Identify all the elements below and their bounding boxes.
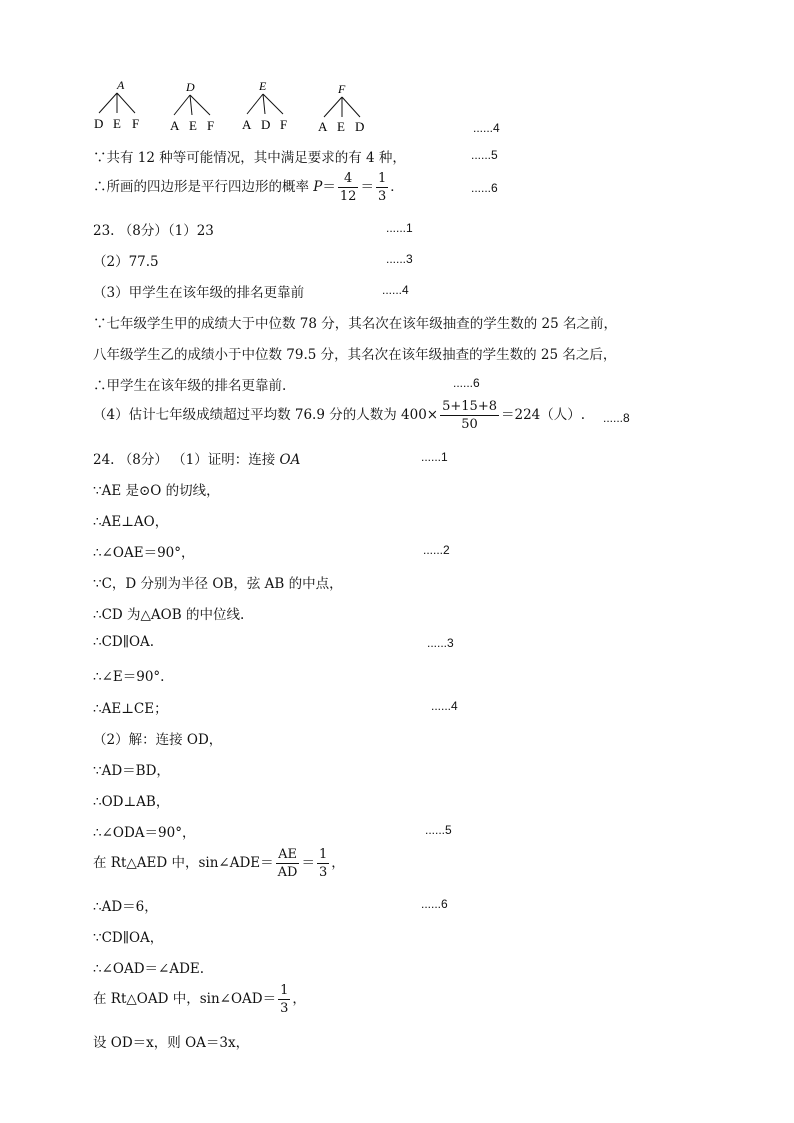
text-line: ∴∠E＝90°.	[93, 669, 165, 685]
equals: ＝	[360, 179, 374, 195]
tree-2-child-2: E	[189, 118, 197, 133]
denominator: 3	[318, 865, 328, 880]
fraction	[278, 984, 290, 1015]
text-line: ∴甲学生在该年级的排名更靠前.	[93, 378, 287, 394]
text-segment: 在 Rt△OAD 中，sin∠OAD＝	[93, 991, 277, 1007]
text-line: ∴AE⊥CE；	[93, 701, 168, 717]
text-line: ∵AD＝BD，	[93, 763, 170, 779]
text-segment: ．	[390, 179, 404, 195]
tree-4-root: F	[338, 82, 346, 96]
tree-2-child-1: A	[170, 118, 180, 133]
text-line	[93, 448, 300, 468]
text-line: （2）解：连接 OD，	[93, 732, 223, 748]
text-line: （3）甲学生在该年级的排名更靠前	[93, 285, 305, 301]
equals: ＝	[301, 855, 315, 871]
text-line: ∴OD⊥AB，	[93, 794, 170, 810]
score-mark: ......8	[603, 411, 630, 425]
score-mark: ......2	[423, 543, 450, 557]
score-mark: ......3	[386, 252, 413, 266]
fraction	[276, 848, 300, 879]
text-line: ∴CD∥OA.	[93, 634, 155, 650]
tree-2-child-3: F	[207, 118, 215, 133]
tree-1-child-1: D	[94, 116, 104, 131]
fraction	[376, 172, 388, 203]
text-line: ∵七年级学生甲的成绩大于中位数 78 分，其名次在该年级抽查的学生数的 25 名之前，	[93, 316, 618, 332]
tree-4-child-1: A	[318, 119, 328, 134]
equals: ＝	[322, 179, 336, 195]
fraction	[440, 400, 499, 431]
score-mark: ......6	[471, 181, 498, 195]
score-mark: ......1	[421, 450, 448, 464]
text-line: ∵共有 12 种等可能情况，其中满足要求的有 4 种，	[93, 150, 406, 166]
tree-2-root: D	[186, 80, 195, 94]
numerator: 1	[377, 171, 387, 186]
tree-diagrams	[0, 78, 794, 138]
tree-1-child-2: E	[113, 116, 121, 131]
denominator: 3	[280, 1001, 289, 1016]
tree-4-child-3: D	[355, 119, 365, 134]
text-line: 八年级学生乙的成绩小于中位数 79.5 分，其名次在该年级抽查的学生数的 25 名之后，	[93, 347, 617, 363]
numerator: 1	[280, 983, 289, 998]
denominator: 3	[377, 189, 387, 204]
numerator: AE	[276, 848, 300, 864]
tree-1	[94, 78, 139, 131]
text-line: ∴∠OAD＝∠ADE.	[93, 961, 205, 977]
denominator: 50	[461, 417, 478, 432]
score-mark: ......5	[425, 823, 452, 837]
text-segment: 24. （8分） （1）证明：连接	[93, 452, 280, 468]
text-segment: ，	[331, 855, 345, 871]
text-line: ∴AE⊥AO，	[93, 514, 169, 530]
text-line: ∴CD 为△AOB 的中位线.	[93, 607, 245, 623]
text-line: ∵C，D 分别为半径 OB，弦 AB 的中点，	[93, 576, 343, 592]
text-line: ∵AE 是⊙O 的切线，	[93, 483, 220, 499]
fraction	[338, 172, 359, 203]
sine-ade-line	[93, 848, 345, 879]
probability-line	[93, 172, 404, 203]
tree-1-child-3: F	[132, 116, 140, 131]
tree-score: ......4	[473, 121, 500, 135]
variable: OA	[279, 452, 301, 468]
text-line: （2）77.5	[93, 254, 159, 270]
fraction	[317, 848, 329, 879]
score-mark: ......3	[427, 636, 454, 650]
text-line: ∴AD＝6，	[93, 899, 158, 915]
text-line: ∴∠OAE＝90°，	[93, 545, 195, 561]
denominator: AD	[277, 865, 298, 880]
denominator: 12	[339, 189, 357, 204]
tree-3-child-2: D	[261, 117, 271, 132]
variable: P	[313, 179, 323, 195]
estimate-line	[93, 400, 585, 431]
tree-1-root: A	[117, 78, 125, 92]
score-mark: ......6	[421, 897, 448, 911]
score-mark: ......1	[386, 221, 413, 235]
text-segment: ，	[292, 991, 306, 1007]
text-line: 设 OD＝x，则 OA＝3x，	[93, 1035, 250, 1051]
tree-4	[318, 82, 364, 134]
numerator: 1	[318, 847, 328, 862]
text-segment: 在 Rt△AED 中，sin∠ADE＝	[93, 855, 274, 871]
text-line: ∴∠ODA＝90°，	[93, 825, 196, 841]
text-segment: ∴所画的四边形是平行四边形的概率	[93, 179, 314, 195]
tree-3-child-3: F	[280, 117, 288, 132]
sine-oad-line	[93, 984, 306, 1015]
text-line: 23. （8分）（1）23	[93, 223, 214, 239]
text-segment: （4）估计七年级成绩超过平均数 76.9 分的人数为 400×	[93, 407, 439, 423]
tree-2	[170, 80, 214, 133]
tree-3	[242, 79, 287, 132]
score-mark: ......5	[471, 148, 498, 162]
text-segment: ＝224（人）.	[500, 407, 586, 423]
score-mark: ......6	[453, 376, 480, 390]
tree-3-root: E	[259, 79, 267, 93]
score-mark: ......4	[382, 283, 409, 297]
tree-3-child-1: A	[242, 117, 252, 132]
text-line: ∵CD∥OA，	[93, 930, 164, 946]
numerator: 4	[338, 172, 359, 188]
score-mark: ......4	[431, 699, 458, 713]
tree-4-child-2: E	[337, 119, 345, 134]
numerator: 5+15+8	[442, 399, 497, 414]
